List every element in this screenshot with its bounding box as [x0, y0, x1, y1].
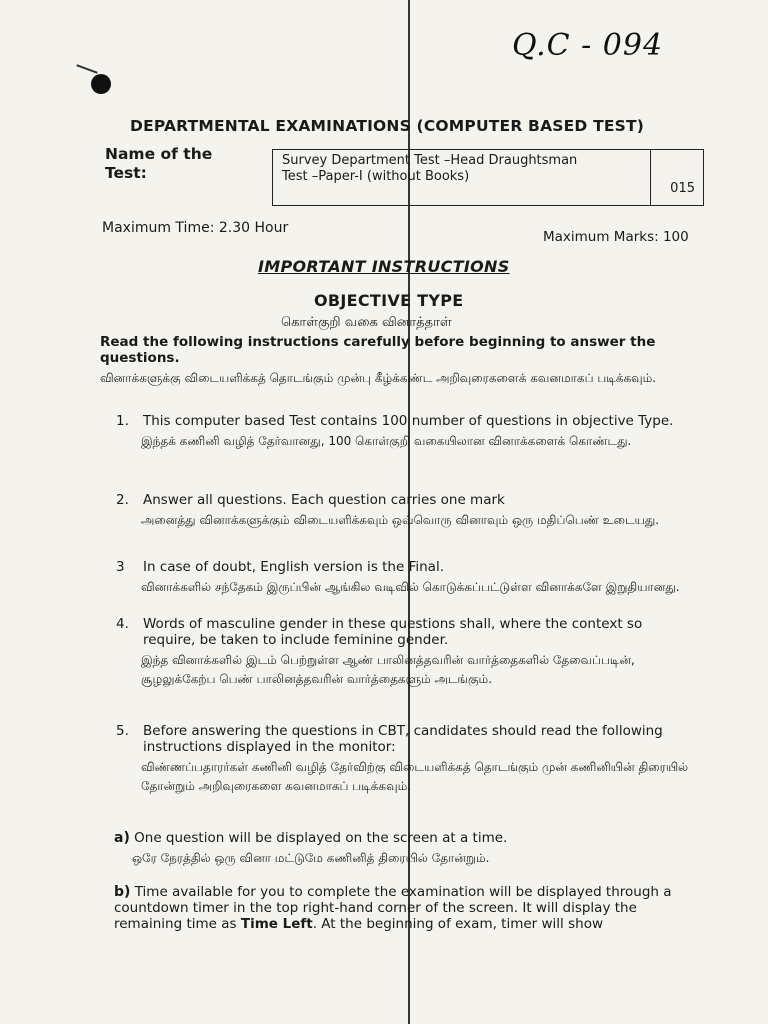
- sub-instruction-english: Time available for you to complete the examination will be displayed through a countdown timer in the top right-hand corner of the screen. It will display the remaining time as: [114, 884, 672, 932]
- sub-instruction-english: One question will be displayed on the screen at a time.: [134, 830, 508, 846]
- read-instructions-english: Read the following instructions carefully before beginning to answer the questions.: [100, 334, 656, 366]
- instruction-item: [116, 413, 692, 451]
- punch-mark: [91, 74, 111, 94]
- sub-instruction-english-cont: . At the beginning of exam, timer will show: [312, 916, 603, 932]
- instruction-english: In case of doubt, English version is the Final.: [143, 559, 444, 575]
- sub-instruction-tag: a): [114, 830, 130, 846]
- sub-instruction-tag: b): [114, 884, 131, 900]
- maximum-marks: Maximum Marks: 100: [543, 229, 689, 245]
- sub-instruction: [114, 884, 692, 932]
- instruction-number: 1.: [116, 413, 129, 429]
- instruction-tamil: விண்ணப்பதாரர்கள் கணினி வழித் தேர்விற்கு விடையளிக்கத் தொடங்கும் முன் கணினியின் திரையில் தோன்றும் அறிவுரைகளை கவனமாகப் படிக்கவும்.: [141, 760, 689, 793]
- instruction-number: 3: [116, 559, 125, 575]
- reference-number: Q.C - 094: [512, 28, 664, 63]
- instruction-tamil: இந்தக் கணினி வழித் தேர்வானது, 100 கொள்குறி வகையிலான வினாக்களைக் கொண்டது.: [141, 434, 632, 448]
- instruction-tamil: இந்த வினாக்களில் இடம் பெற்றுள்ள ஆண் பாலினத்தவரின் வார்த்தைகளில் தேவைப்படின், சூழலுக்கேற்ப பெண் பாலினத்தவரின் வார்த்தைகளும் அடங்கும்.: [141, 653, 635, 686]
- instruction-item: [116, 723, 692, 796]
- sub-instruction: [114, 830, 692, 868]
- instruction-item: [116, 559, 692, 597]
- instructions-heading: IMPORTANT INSTRUCTIONS: [258, 257, 510, 276]
- instruction-item: [116, 492, 692, 530]
- read-instructions-tamil: வினாக்களுக்கு விடையளிக்கத் தொடங்கும் முன்பு கீழ்க்கண்ட அறிவுரைகளைக் கவனமாகப் படிக்கவும்.: [100, 371, 657, 385]
- instruction-english: This computer based Test contains 100 number of questions in objective Type.: [143, 413, 674, 429]
- instruction-number: 2.: [116, 492, 129, 508]
- objective-type-heading: OBJECTIVE TYPE: [314, 291, 464, 310]
- test-name-cell: [273, 150, 651, 205]
- exam-heading: DEPARTMENTAL EXAMINATIONS (COMPUTER BASED TEST): [130, 117, 645, 135]
- instruction-tamil: அனைத்து வினாக்களுக்கும் விடையளிக்கவும் ஒவ்வொரு வினாவும் ஒரு மதிப்பெண் உடையது.: [141, 513, 660, 527]
- punch-mark-tail: [76, 64, 97, 73]
- instruction-english: Words of masculine gender in these questions shall, where the context so require, be taken to include feminine gender.: [143, 616, 643, 648]
- instruction-tamil: வினாக்களில் சந்தேகம் இருப்பின் ஆங்கில வடிவில் கொடுக்கப்பட்டுள்ள வினாக்களே இறுதியானது.: [141, 580, 680, 594]
- test-name-line-2: Test –Paper-I (without Books): [282, 169, 470, 184]
- test-name-label: Name of the Test:: [105, 145, 213, 182]
- sub-instruction-tamil: ஒரே நேரத்தில் ஒரு வினா மட்டுமே கணினித் திரையில் தோன்றும்.: [132, 851, 490, 865]
- instruction-number: 5.: [116, 723, 129, 739]
- instruction-english: Before answering the questions in CBT, candidates should read the following instructions displayed in the monitor:: [143, 723, 663, 755]
- time-left-label: Time Left: [240, 916, 313, 932]
- maximum-time: Maximum Time: 2.30 Hour: [102, 220, 289, 236]
- test-name-line-1: Survey Department Test –Head Draughtsman: [282, 153, 578, 168]
- instruction-item: [116, 616, 692, 689]
- instruction-english: Answer all questions. Each question carries one mark: [143, 492, 505, 508]
- objective-type-tamil: கொள்குறி வகை வினாத்தாள்: [281, 315, 452, 330]
- test-name-box: [272, 149, 704, 206]
- instruction-number: 4.: [116, 616, 129, 632]
- test-code: 015: [670, 181, 695, 196]
